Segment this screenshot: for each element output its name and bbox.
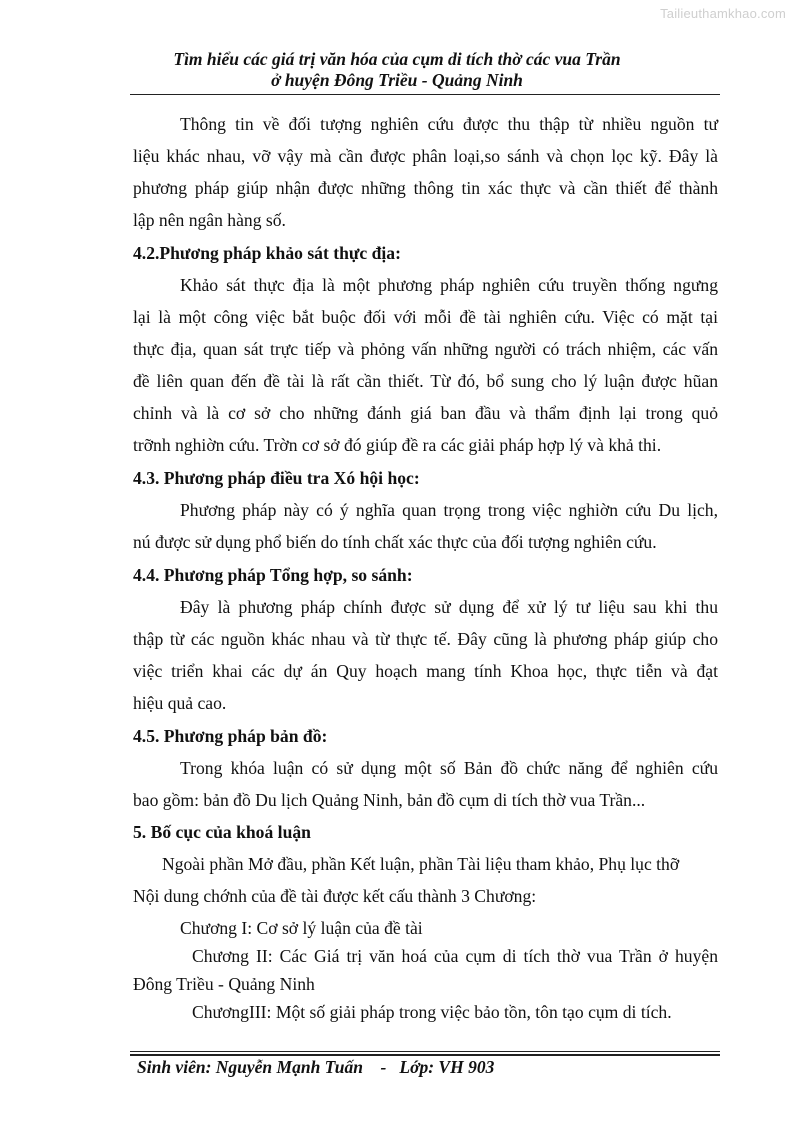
header-title-line-1: Tìm hiểu các giá trị văn hóa của cụm di tích thờ các vua Trần xyxy=(173,49,621,69)
chapter-item: Đông Triều - Quảng Ninh xyxy=(133,974,315,994)
paragraph-line: thực địa, quan sát trực tiếp và phỏng vấn những người có trách nhiệm, các vấn xyxy=(133,339,718,359)
footer-student: Sinh viên: Nguyễn Mạnh Tuấn xyxy=(137,1057,363,1077)
page-header xyxy=(0,49,794,91)
paragraph-line: Trong khóa luận có sử dụng một số Bản đồ chức năng để nghiên cứu xyxy=(180,758,718,778)
paragraph-line: liệu khác nhau, vỡ vậy mà cần được phân loại,so sánh và chọn lọc kỹ. Đây là xyxy=(133,146,718,166)
paragraph-line: Ngoài phần Mở đầu, phần Kết luận, phần Tài liệu tham khảo, Phụ lục thỡ xyxy=(162,854,680,874)
paragraph-line: nú được sử dụng phổ biến do tính chất xác thực của đối tượng nghiên cứu. xyxy=(133,532,657,552)
paragraph-line: Phương pháp này có ý nghĩa quan trọng trong việc nghiờn cứu Du lịch, xyxy=(180,500,718,520)
footer-separator: - xyxy=(380,1057,387,1077)
section-heading: 5. Bố cục của khoá luận xyxy=(133,822,311,842)
chapter-item: ChươngIII: Một số giải pháp trong việc bảo tồn, tôn tạo cụm di tích. xyxy=(192,1002,672,1022)
footer-class: Lớp: VH 903 xyxy=(399,1057,495,1077)
page-footer xyxy=(137,1056,494,1078)
paragraph-line: trỡnh nghiờn cứu. Trờn cơ sở đó giúp đề ra các giải pháp hợp lý và khả thi. xyxy=(133,435,662,455)
watermark-text: Tailieuthamkhao.com xyxy=(660,6,786,21)
paragraph-line: Đây là phương pháp chính được sử dụng để xử lý tư liệu sau khi thu xyxy=(180,597,718,617)
paragraph-line: phương pháp giúp nhận được những thông tin xác thực và cần thiết để thành xyxy=(133,178,718,198)
paragraph-line: thập từ các nguồn khác nhau và từ thực tế. Đây cũng là phương pháp giúp cho xyxy=(133,629,718,649)
paragraph-line: việc triển khai các dự án Quy hoạch mang tính Khoa học, thực tiễn và đạt xyxy=(133,661,718,681)
section-heading: 4.2.Phương pháp khảo sát thực địa: xyxy=(133,243,401,263)
paragraph-line: chỉnh và là cơ sở cho những đánh giá ban đầu và thẩm định lại trong quỏ xyxy=(133,403,718,423)
paragraph-line: lập nên ngân hàng số. xyxy=(133,210,286,230)
paragraph-line: Nội dung chớnh của đề tài được kết cấu thành 3 Chương: xyxy=(133,886,537,906)
paragraph-line: lại là một công việc bắt buộc đối với mỗi đề tài nghiên cứu. Việc có mặt tại xyxy=(133,307,718,327)
chapter-item: Chương II: Các Giá trị văn hoá của cụm di tích thờ vua Trần ở huyện xyxy=(192,946,718,966)
paragraph-line: đề liên quan đến đề tài là rất cần thiết. Từ đó, bổ sung cho lý luận được hũan xyxy=(133,371,718,391)
section-heading: 4.3. Phương pháp điều tra Xó hội học: xyxy=(133,468,420,488)
paragraph-line: hiệu quả cao. xyxy=(133,693,227,713)
header-divider xyxy=(130,94,720,95)
section-heading: 4.5. Phương pháp bản đồ: xyxy=(133,726,328,746)
footer-divider-thin xyxy=(130,1051,720,1052)
section-heading: 4.4. Phương pháp Tổng hợp, so sánh: xyxy=(133,565,413,585)
paragraph-line: Thông tin về đối tượng nghiên cứu được thu thập từ nhiều nguồn tư xyxy=(180,114,718,134)
paragraph-line: Khảo sát thực địa là một phương pháp nghiên cứu truyền thống ngưng xyxy=(180,275,718,295)
chapter-item: Chương I: Cơ sở lý luận của đề tài xyxy=(180,918,423,938)
header-title-line-2: ở huyện Đông Triều - Quảng Ninh xyxy=(271,70,523,90)
paragraph-line: bao gồm: bản đồ Du lịch Quảng Ninh, bản đồ cụm di tích thờ vua Trần... xyxy=(133,790,646,810)
